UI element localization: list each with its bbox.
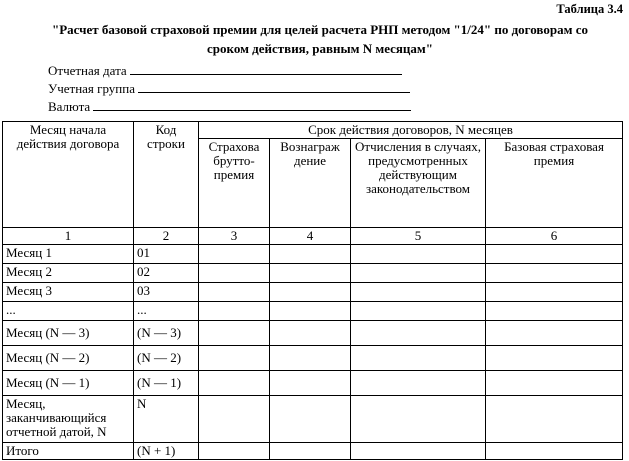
empty-cell	[270, 346, 351, 371]
table-row	[3, 396, 623, 443]
empty-cell	[270, 371, 351, 396]
empty-cell	[486, 321, 623, 346]
header-gross-premium: Страхова брутто-премия	[199, 139, 270, 228]
table-row	[3, 302, 623, 321]
empty-cell	[199, 321, 270, 346]
empty-cell	[351, 443, 486, 460]
empty-cell	[199, 371, 270, 396]
empty-cell	[486, 443, 623, 460]
report-date-blank-line	[130, 62, 402, 75]
total-row	[3, 443, 623, 460]
account-group-field	[48, 80, 410, 97]
empty-cell	[199, 396, 270, 443]
empty-cell	[199, 283, 270, 302]
header-base-premium: Базовая страховая премия	[486, 139, 623, 228]
empty-cell	[351, 396, 486, 443]
table-row	[3, 321, 623, 346]
currency-blank-line	[93, 98, 411, 111]
row-label: ...	[3, 302, 134, 321]
account-group-label: Учетная группа	[48, 81, 135, 96]
empty-cell	[270, 283, 351, 302]
empty-cell	[351, 346, 486, 371]
empty-cell	[351, 264, 486, 283]
row-code: (N — 2)	[134, 346, 199, 371]
premium-calculation-table	[2, 121, 623, 460]
empty-cell	[270, 302, 351, 321]
empty-cell	[486, 346, 623, 371]
header-commission: Вознаграж дение	[270, 139, 351, 228]
row-label: Месяц (N — 2)	[3, 346, 134, 371]
empty-cell	[199, 346, 270, 371]
document-title: "Расчет базовой страховой премии для целей расчета РНП методом "1/24" по договорам со сроком действия, равным N месяцам"	[52, 22, 588, 56]
row-code: 02	[134, 264, 199, 283]
column-number: 5	[351, 228, 486, 245]
empty-cell	[199, 245, 270, 264]
row-label: Месяц, заканчивающийся отчетной датой, N	[3, 396, 134, 443]
column-number: 4	[270, 228, 351, 245]
currency-field	[48, 98, 411, 115]
row-label: Итого	[3, 443, 134, 460]
empty-cell	[351, 371, 486, 396]
empty-cell	[351, 283, 486, 302]
table-row	[3, 245, 623, 264]
column-number: 3	[199, 228, 270, 245]
row-code: ...	[134, 302, 199, 321]
row-code: (N + 1)	[134, 443, 199, 460]
row-code: 01	[134, 245, 199, 264]
report-date-field	[48, 62, 402, 79]
empty-cell	[486, 283, 623, 302]
empty-cell	[199, 264, 270, 283]
table-number-label: Таблица 3.4	[556, 2, 623, 16]
row-label: Месяц (N — 1)	[3, 371, 134, 396]
empty-cell	[486, 245, 623, 264]
row-label: Месяц 3	[3, 283, 134, 302]
table-row	[3, 264, 623, 283]
header-row-code: Код строки	[134, 122, 199, 228]
empty-cell	[270, 396, 351, 443]
row-code: (N — 3)	[134, 321, 199, 346]
column-number: 1	[3, 228, 134, 245]
row-label: Месяц 1	[3, 245, 134, 264]
table-row	[3, 371, 623, 396]
empty-cell	[270, 321, 351, 346]
account-group-blank-line	[138, 80, 410, 93]
column-number: 2	[134, 228, 199, 245]
header-term-group: Срок действия договоров, N месяцев	[199, 122, 623, 139]
empty-cell	[486, 371, 623, 396]
header-month-start: Месяц начала действия договора	[3, 122, 134, 228]
row-label: Месяц 2	[3, 264, 134, 283]
row-code: 03	[134, 283, 199, 302]
row-code: N	[134, 396, 199, 443]
empty-cell	[486, 264, 623, 283]
empty-cell	[270, 443, 351, 460]
empty-cell	[351, 321, 486, 346]
table-row	[3, 283, 623, 302]
empty-cell	[351, 302, 486, 321]
empty-cell	[486, 396, 623, 443]
empty-cell	[270, 245, 351, 264]
column-number: 6	[486, 228, 623, 245]
empty-cell	[199, 302, 270, 321]
table-row	[3, 346, 623, 371]
empty-cell	[486, 302, 623, 321]
empty-cell	[270, 264, 351, 283]
empty-cell	[199, 443, 270, 460]
currency-label: Валюта	[48, 99, 91, 114]
empty-cell	[351, 245, 486, 264]
header-deductions: Отчисления в случаях, предусмотренных действующим законодательством	[351, 139, 486, 228]
row-label: Месяц (N — 3)	[3, 321, 134, 346]
report-date-label: Отчетная дата	[48, 63, 127, 78]
row-code: (N — 1)	[134, 371, 199, 396]
